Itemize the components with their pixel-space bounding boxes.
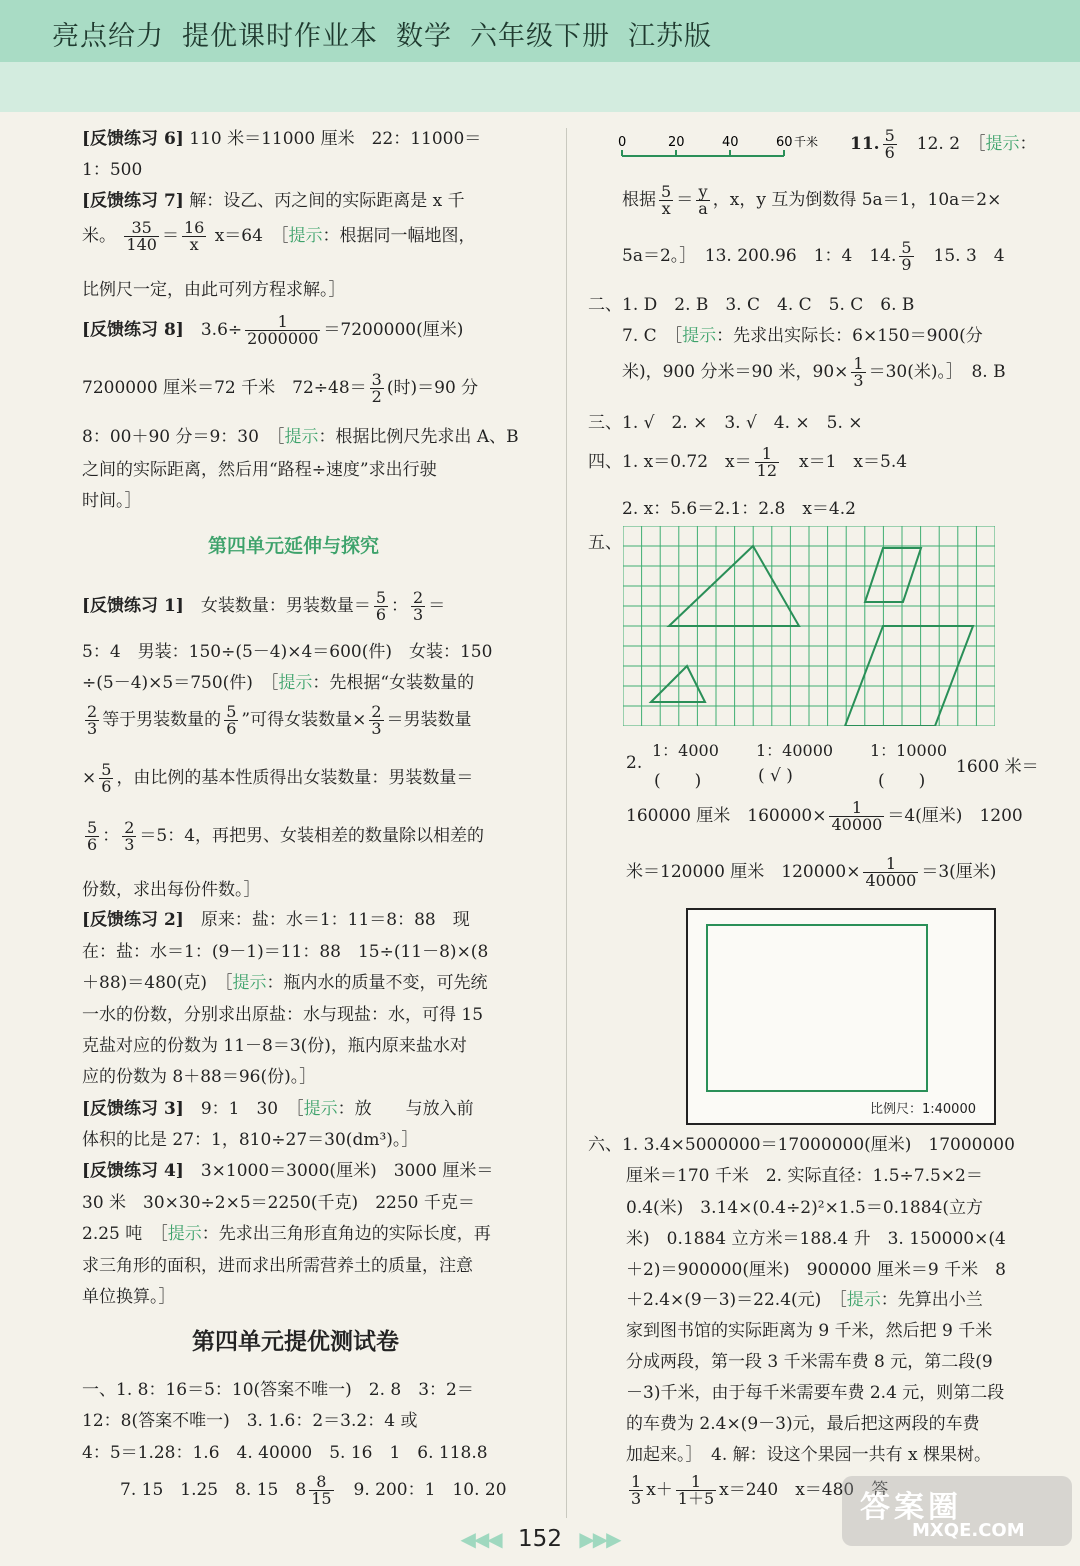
answer-paren: ( ) — [654, 771, 702, 791]
e2-line4: 一水的份数，分别求出原盐：水与现盐：水，可得 15 — [82, 1005, 484, 1025]
p7-line2: 米。 $\frac{35}{140}$ ＝ $\frac{16}{x}$ x＝64 ［提示：根据同一幅地图， — [82, 218, 476, 254]
q6-line7: 家到图书馆的实际距离为 9 千米，然后把 9 千米 — [626, 1321, 993, 1341]
q5-line2: 160000 厘米 160000× $\frac{1}{40000}$ ＝4(厘米) 1200 — [626, 798, 1023, 834]
q6-line8: 分成两段，第一段 3 千米需车费 8 元，第二段(9 — [626, 1352, 993, 1372]
q3-line: 三、1. √ 2. × 3. √ 4. × 5. × — [588, 413, 863, 433]
q2-line1: 二、1. D 2. B 3. C 4. C 5. C 6. B — [588, 295, 915, 315]
scale-option: 1：40000 — [756, 741, 834, 760]
r1-line: 11. $\frac{5}{6}$ 12. 2 ［提示： — [850, 126, 1037, 162]
e2-line6: 应的份数为 8＋88＝96(份)。］ — [82, 1067, 317, 1087]
hint-label: 提示 — [232, 973, 267, 993]
header-book: 提优课时作业本 — [182, 21, 378, 52]
fraction: $\frac{5}{6}$ — [101, 760, 112, 796]
hint-label: 提示 — [682, 326, 717, 346]
page-number: 152 — [518, 1526, 562, 1552]
q6-line9: －3)千米，由于每千米需要车费 2.4 元，则第二段 — [626, 1383, 1005, 1403]
fraction: $\frac{2}{3}$ — [124, 818, 135, 854]
p6-line2: 1：500 — [82, 160, 143, 180]
fraction: $\frac{y}{a}$ — [698, 182, 708, 218]
e2-line5: 克盐对应的份数为 11－8＝3(份)，瓶内原来盐水对 — [82, 1036, 467, 1056]
e4-line3: 2.25 吨 ［提示：先求出三角形直角边的实际长度，再 — [82, 1224, 491, 1244]
header-grade: 六年级下册 — [470, 21, 610, 52]
r2-line: 根据 $\frac{5}{x}$ ＝ $\frac{y}{a}$ ，x，y 互为倒数得 5a＝1，10a＝2× — [622, 182, 1002, 218]
test-line4: 7. 15 1.25 8. 15 8 $\frac{8}{15}$ 9. 200：1 10. 20 — [120, 1472, 507, 1508]
fraction: $\frac{35}{140}$ — [126, 218, 157, 254]
parallelogram-large — [845, 626, 973, 726]
column-divider — [566, 128, 567, 1518]
scale-option: 1：10000 — [870, 741, 948, 760]
e1-line1: [反馈练习 1] 女装数量：男装数量＝ $\frac{5}{6}$ ： $\frac{2}{3}$ ＝ — [82, 588, 446, 624]
hint-label: 提示 — [846, 1290, 881, 1310]
e1-line6: $\frac{5}{6}$ ： $\frac{2}{3}$ ＝5：4，再把男、女装相差的数量除以相差的 — [87, 818, 485, 854]
scale-option: 1：4000 — [652, 741, 719, 760]
e1-line5: × $\frac{5}{6}$ ，由比例的基本性质得出女装数量：男装数量＝ — [82, 760, 474, 796]
fraction: $\frac{5}{6}$ — [375, 588, 387, 624]
e1-line3: ÷(5－4)×5＝750(件) ［提示：先根据“女装数量的 — [82, 673, 475, 693]
fraction: $\frac{1}{40000}$ — [865, 854, 917, 890]
e1-line4: $\frac{2}{3}$ 等于男装数量的 $\frac{5}{6}$ ”可得女装数量× $\frac{2}{3}$ ＝男装数量 — [87, 702, 472, 738]
e2-line2: 在：盐：水＝1：(9－1)＝11：88 15÷(11－8)×(8 — [82, 942, 489, 962]
fraction: $\frac{5}{9}$ — [901, 238, 912, 274]
ruler-scale — [616, 130, 842, 164]
q5-line1b: 1600 米＝ — [956, 757, 1039, 777]
q6-line4: 米) 0.1884 立方米＝188.4 升 3. 150000×(4 — [626, 1229, 1006, 1249]
fraction: $\frac{2}{3}$ — [87, 702, 98, 738]
p8-line4: 之间的实际距离，然后用“路程÷速度”求出行驶 — [82, 460, 437, 480]
hint-label: 提示 — [985, 134, 1020, 154]
answer-grid — [623, 526, 995, 726]
fraction: $\frac{1}{3}$ — [853, 354, 864, 390]
p7-line3: 比例尺一定，由此可列方程求解。］ — [82, 280, 346, 300]
p8-line2: 7200000 厘米＝72 千米 72÷48＝ $\frac{3}{2}$ (时)＝90 分 — [82, 370, 479, 406]
ruler-unit: 千米 — [794, 135, 819, 149]
header-subject: 数学 — [396, 21, 452, 52]
test-line3: 4：5＝1.28：1.6 4. 40000 5. 16 1 6. 118.8 — [82, 1443, 488, 1463]
e4-line2: 30 米 30×30÷2×5＝2250(千克) 2250 千克＝ — [82, 1193, 475, 1213]
watermark-url: MXQE.COM — [912, 1520, 1025, 1541]
ruler-tick-label: 0 — [618, 135, 627, 150]
p8-line1: [反馈练习 8] 3.6÷ $\frac{1}{2000000}$ ＝7200000(厘米) — [82, 312, 464, 348]
p8-line5: 时间。］ — [82, 491, 142, 511]
p8-line3: 8：00＋90 分＝9：30 ［提示：根据比例尺先求出 A、B — [82, 427, 519, 447]
e2-line3: ＋88)＝480(克) ［提示：瓶内水的质量不变，可先统 — [82, 973, 488, 993]
e3-line1: [反馈练习 3] 9：1 30 ［提示：放 与放入前 — [82, 1099, 474, 1119]
e2-line1: [反馈练习 2] 原来：盐：水＝1：11＝8：88 现 — [82, 910, 470, 930]
fraction: $\frac{1}{12}$ — [756, 444, 778, 480]
header-series: 亮点给力 — [52, 21, 164, 52]
q6-line2: 厘米＝170 千米 2. 实际直径：1.5÷7.5×2＝ — [626, 1166, 983, 1186]
next-arrows-icon: ▶▶▶ — [579, 1527, 620, 1551]
page-header — [0, 0, 1080, 112]
ruler-tick-label: 20 — [668, 135, 685, 150]
e1-line2: 5：4 男装：150÷(5－4)×4＝600(件) 女装：150 — [82, 642, 493, 662]
q4-line2: 2. x：5.6＝2.1：2.8 x＝4.2 — [622, 499, 856, 519]
q6-line12: $\frac{1}{3}$ x＋ $\frac{1}{1+5}$ x＝240 x＝480 答 — [631, 1472, 889, 1508]
section-title: 第四单元延伸与探究 — [208, 535, 380, 557]
q6-line5: ＋2)＝900000(厘米) 900000 厘米＝9 千米 8 — [626, 1260, 1006, 1280]
q2-line2: 7. C ［提示：先求出实际长：6×150＝900(分 — [622, 326, 983, 346]
q4-line1: 四、1. x＝0.72 x＝ $\frac{1}{12}$ x＝1 x＝5.4 — [588, 444, 908, 480]
fraction: $\frac{2}{3}$ — [413, 588, 424, 624]
fraction: $\frac{2}{3}$ — [371, 702, 382, 738]
ruler-tick-label: 60 — [776, 135, 793, 150]
q5-label: 五、 — [588, 533, 622, 553]
fraction: $\frac{8}{15}$ — [311, 1472, 332, 1508]
prev-arrows-icon: ◀◀◀ — [460, 1527, 501, 1551]
e4-line5: 单位换算。］ — [82, 1287, 176, 1307]
q2-line3: 米)，900 分米＝90 米，90× $\frac{1}{3}$ ＝30(米)。］ 8. B — [622, 354, 1006, 390]
q6-line3: 0.4(米) 3.14×(0.4÷2)²×1.5＝0.1884(立方 — [626, 1198, 983, 1218]
watermark-logo — [842, 1476, 1072, 1546]
header-edition: 江苏版 — [628, 21, 712, 52]
fraction: $\frac{3}{2}$ — [371, 370, 382, 406]
ruler-tick-label: 40 — [722, 135, 739, 150]
q5-2-label: 2. — [626, 753, 643, 773]
fraction: $\frac{5}{6}$ — [226, 702, 237, 738]
q6-line11: 加起来。］ 4. 解：设这个果园一共有 x 棵果树。 — [626, 1445, 992, 1465]
p7-line1: [反馈练习 7] 解：设乙、丙之间的实际距离是 x 千 — [82, 191, 465, 211]
answer-paren: ( ) — [878, 771, 926, 791]
q5-line3: 米＝120000 厘米 120000× $\frac{1}{40000}$ ＝3(厘米) — [626, 854, 997, 890]
hint-label: 提示 — [167, 1224, 202, 1244]
q6-line6: ＋2.4×(9－3)＝22.4(元) ［提示：先算出小兰 — [626, 1290, 983, 1310]
q6-line1: 六、1. 3.4×5000000＝17000000(厘米) 17000000 — [588, 1135, 1015, 1155]
r3-line: 5a＝2。］ 13. 200.96 1：4 14. $\frac{5}{9}$ 15. 3 4 — [622, 238, 1005, 274]
hint-label: 提示 — [278, 673, 313, 693]
scale-label: 比例尺：1:40000 — [869, 1102, 976, 1117]
hint-label: 提示 — [303, 1099, 338, 1119]
test-title: 第四单元提优测试卷 — [192, 1329, 399, 1355]
test-line2: 12：8(答案不唯一) 3. 1.6：2＝3.2：4 或 — [82, 1411, 418, 1431]
header-title — [52, 14, 730, 53]
fraction: $\frac{1}{1+5}$ — [677, 1472, 715, 1508]
q6-line10: 的车费为 2.4×(9－3)元，最后把这两段的车费 — [626, 1414, 980, 1434]
fraction: $\frac{1}{3}$ — [631, 1472, 642, 1508]
fraction: $\frac{16}{x}$ — [183, 218, 205, 254]
fraction: $\frac{1}{2000000}$ — [247, 312, 319, 348]
e4-line4: 求三角形的面积，进而求出所需营养土的质量，注意 — [82, 1256, 473, 1276]
fraction: $\frac{1}{40000}$ — [831, 798, 883, 834]
parallelogram-small — [865, 548, 921, 602]
hint-label: 提示 — [284, 427, 319, 447]
e4-line1: [反馈练习 4] 3×1000＝3000(厘米) 3000 厘米＝ — [82, 1161, 494, 1181]
e3-line2: 体积的比是 27：1，810÷27＝30(dm³)。］ — [82, 1130, 419, 1150]
fraction: $\frac{5}{x}$ — [661, 182, 672, 218]
answer-paren: ( √ ) — [758, 766, 793, 786]
fraction: $\frac{5}{6}$ — [884, 126, 895, 162]
hint-label: 提示 — [288, 226, 323, 246]
watermark-text: 答案圈 — [860, 1490, 962, 1525]
fraction: $\frac{5}{6}$ — [87, 818, 98, 854]
scale-drawing — [686, 908, 996, 1125]
p6-line1: [反馈练习 6] 110 米＝11000 厘米 22：11000＝ — [82, 129, 482, 149]
scaled-rectangle — [706, 924, 928, 1092]
e1-line7: 份数，求出每份件数。］ — [82, 880, 261, 900]
test-line1: 一、1. 8：16＝5：10(答案不唯一) 2. 8 3：2＝ — [82, 1380, 474, 1400]
